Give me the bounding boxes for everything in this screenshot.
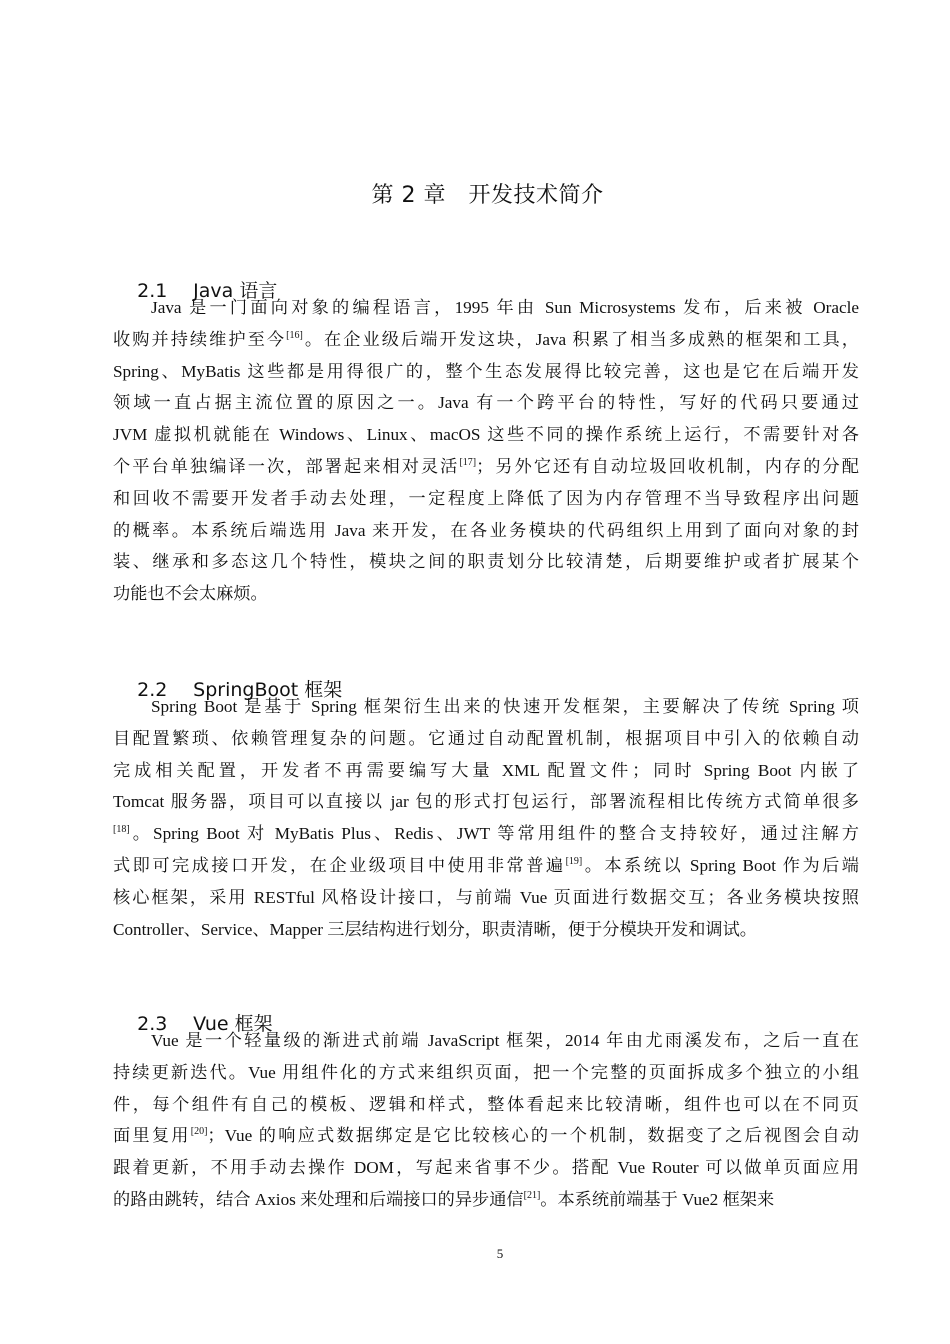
section-paragraph-springboot <box>113 691 859 945</box>
text-line <box>113 691 859 723</box>
text-run: 。Spring Boot 对 MyBatis Plus、Redis、JWT 等常用组件的整合支持较好，通过注解方 <box>129 824 859 844</box>
text-line <box>113 1089 859 1121</box>
section-number: 2.2 <box>137 679 168 701</box>
citation-ref: [18] <box>113 824 130 836</box>
text-run: 跟着更新，不用手动去操作 DOM，写起来省事不少。搭配 Vue Router 可以做单页面应用 <box>113 1158 859 1178</box>
text-line <box>113 850 859 882</box>
text-line <box>113 419 859 451</box>
text-line <box>113 451 859 483</box>
text-line <box>113 1152 859 1184</box>
text-run: 。本系统以 Spring Boot 作为后端 <box>582 855 859 875</box>
text-run: 的概率。本系统后端选用 Java 来开发，在各业务模块的代码组织上用到了面向对象的封 <box>113 520 859 540</box>
text-line <box>113 387 859 419</box>
text-run: 领域一直占据主流位置的原因之一。Java 有一个跨平台的特性，写好的代码只要通过 <box>113 393 859 413</box>
text-run: 件，每个组件有自己的模板、逻辑和样式，整体看起来比较清晰，组件也可以在不同页 <box>113 1094 859 1114</box>
text-line <box>113 324 859 356</box>
text-line <box>113 1120 859 1152</box>
text-line <box>113 546 859 578</box>
citation-ref: [17] <box>459 456 477 468</box>
text-run: 和回收不需要开发者手动去处理，一定程度上降低了因为内存管理不当导致程序出问题 <box>113 488 859 508</box>
text-run: Tomcat 服务器，项目可以直接以 jar 包的形式打包运行，部署流程相比传统方式简单很多 <box>113 792 859 812</box>
text-line <box>113 882 859 914</box>
section-number: 2.3 <box>137 1013 168 1035</box>
section-paragraph-java <box>113 292 859 610</box>
text-run: Vue 是一个轻量级的渐进式前端 JavaScript 框架，2014 年由尤雨溪发布，之后一直在 <box>151 1031 859 1050</box>
citation-ref: [21] <box>523 1189 541 1201</box>
text-run: 。本系统前端基于 Vue2 框架来 <box>540 1189 775 1209</box>
text-run: 功能也不会太麻烦。 <box>113 584 268 604</box>
text-run: 收购并持续维护至今 <box>113 329 287 349</box>
chapter-title: 第 2 章 开发技术简介 <box>371 183 604 208</box>
section-number: 2.1 <box>137 280 168 302</box>
text-line <box>113 786 859 818</box>
text-run: 持续更新迭代。Vue 用组件化的方式来组织页面，把一个完整的页面拆成多个独立的小组 <box>113 1062 859 1082</box>
text-run: 个平台单独编译一次，部署起来相对灵活 <box>113 456 460 476</box>
text-line <box>113 723 859 755</box>
text-run: Spring Boot 是基于 Spring 框架衍生出来的快速开发框架，主要解决了传统 Spring 项 <box>151 697 859 716</box>
text-line <box>113 483 859 515</box>
section-title: Vue 框架 <box>193 1013 273 1035</box>
text-line <box>113 1057 859 1089</box>
text-line <box>113 1025 859 1057</box>
text-line <box>113 1184 859 1216</box>
text-run: JVM 虚拟机就能在 Windows、Linux、macOS 这些不同的操作系统上运行，不需要针对各 <box>113 425 859 445</box>
section-title: Java 语言 <box>193 280 278 302</box>
text-run: Controller、Service、Mapper 三层结构进行划分，职责清晰，便于分模块开发和调试。 <box>113 919 757 939</box>
text-run: ；另外它还有自动垃圾回收机制，内存的分配 <box>476 456 859 476</box>
text-run: 完成相关配置，开发者不再需要编写大量 XML 配置文件；同时 Spring Boot 内嵌了 <box>113 760 859 780</box>
citation-ref: [16] <box>286 329 303 341</box>
section-title: SpringBoot 框架 <box>193 679 343 701</box>
page-number: 5 <box>496 1246 504 1261</box>
text-run: 。在企业级后端开发这块，Java 积累了相当多成熟的框架和工具， <box>302 329 859 349</box>
text-line <box>113 515 859 547</box>
text-line <box>113 578 859 610</box>
text-line <box>113 755 859 787</box>
text-run: 装、继承和多态这几个特性，模块之间的职责划分比较清楚，后期要维护或者扩展某个 <box>113 552 859 572</box>
citation-ref: [20] <box>190 1126 208 1138</box>
citation-ref: [19] <box>565 855 583 867</box>
text-run: 目配置繁琐、依赖管理复杂的问题。它通过自动配置机制，根据项目中引入的依赖自动 <box>113 728 859 748</box>
text-run: 核心框架，采用 RESTful 风格设计接口，与前端 Vue 页面进行数据交互；各业务模块按照 <box>113 887 859 907</box>
text-run: Spring、MyBatis 这些都是用得很广的，整个生态发展得比较完善，这也是它在后端开发 <box>113 361 859 381</box>
text-run: 的路由跳转，结合 Axios 来处理和后端接口的异步通信 <box>113 1189 524 1209</box>
text-run: 式即可完成接口开发，在企业级项目中使用非常普遍 <box>113 855 566 875</box>
text-line <box>113 818 859 850</box>
text-line <box>113 356 859 388</box>
text-run: ；Vue 的响应式数据绑定是它比较核心的一个机制，数据变了之后视图会自动 <box>207 1126 859 1146</box>
text-run: Java 是一门面向对象的编程语言，1995 年由 Sun Microsystems 发布，后来被 Oracle <box>151 298 859 317</box>
text-run: 面里复用 <box>113 1126 191 1146</box>
section-paragraph-vue <box>113 1025 859 1216</box>
text-line <box>113 292 859 324</box>
text-line <box>113 914 859 946</box>
